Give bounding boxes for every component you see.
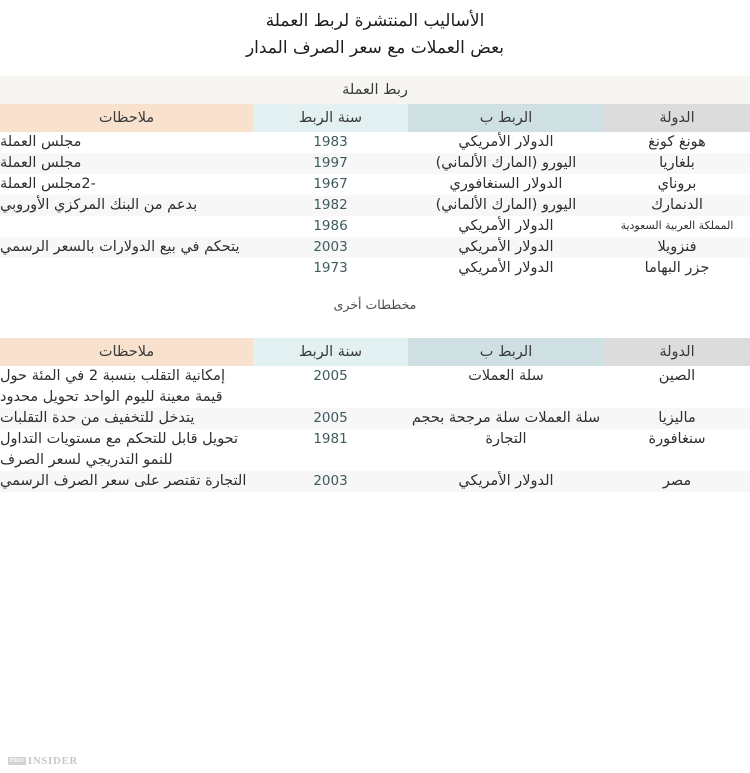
cell-pegged-to: اليورو (المارك الألماني) bbox=[408, 153, 604, 174]
watermark-main-text: INSIDER bbox=[27, 755, 78, 767]
cell-notes bbox=[0, 258, 253, 279]
cell-pegged-to: الدولار السنغافوري bbox=[408, 174, 604, 195]
cell-pegged-to: اليورو (المارك الألماني) bbox=[408, 195, 604, 216]
cell-country: سنغافورة bbox=[604, 429, 750, 471]
table-row bbox=[0, 408, 750, 429]
cell-notes: -2مجلس العملة bbox=[0, 174, 253, 195]
column-header-notes[interactable]: ملاحظات bbox=[0, 104, 253, 132]
cell-pegged-to: التجارة bbox=[408, 429, 604, 471]
cell-peg-year: 1986 bbox=[253, 216, 408, 237]
column-header-country[interactable]: الدولة bbox=[604, 338, 750, 366]
cell-notes: إمكانية التقلب بنسبة 2 في المئة حول قيمة معينة لليوم الواحد تحويل محدود bbox=[0, 366, 253, 408]
cell-notes: مجلس العملة bbox=[0, 153, 253, 174]
table-row bbox=[0, 258, 750, 279]
cell-peg-year: 2003 bbox=[253, 237, 408, 258]
table-row bbox=[0, 174, 750, 195]
cell-pegged-to: الدولار الأمريكي bbox=[408, 237, 604, 258]
cell-country: بلغاريا bbox=[604, 153, 750, 174]
cell-notes: التجارة تقتصر على سعر الصرف الرسمي bbox=[0, 471, 253, 492]
page-title-block bbox=[0, 0, 750, 62]
table-band-label: ربط العملة bbox=[0, 76, 750, 104]
table-row bbox=[0, 153, 750, 174]
table-row bbox=[0, 429, 750, 471]
cell-notes: يتدخل للتخفيف من حدة التقلبات bbox=[0, 408, 253, 429]
cell-country: مصر bbox=[604, 471, 750, 492]
cell-notes: بدعم من البنك المركزي الأوروبي bbox=[0, 195, 253, 216]
cell-country: ماليزيا bbox=[604, 408, 750, 429]
cell-notes: مجلس العملة bbox=[0, 132, 253, 153]
cell-peg-year: 2005 bbox=[253, 366, 408, 408]
table-row bbox=[0, 132, 750, 153]
page-subtitle: بعض العملات مع سعر الصرف المدار bbox=[245, 38, 505, 58]
column-header-pegged-to[interactable]: الربط ب bbox=[408, 338, 604, 366]
section-caption: مخططات أخرى bbox=[333, 297, 417, 312]
cell-peg-year: 2005 bbox=[253, 408, 408, 429]
column-header-country[interactable]: الدولة bbox=[604, 104, 750, 132]
table-header-row bbox=[0, 104, 750, 132]
cell-country: الدنمارك bbox=[604, 195, 750, 216]
cell-notes: يتحكم في بيع الدولارات بالسعر الرسمي bbox=[0, 237, 253, 258]
watermark-logo bbox=[8, 755, 78, 767]
column-header-pegged-to[interactable]: الربط ب bbox=[408, 104, 604, 132]
cell-peg-year: 1981 bbox=[253, 429, 408, 471]
cell-peg-year: 1982 bbox=[253, 195, 408, 216]
table-band-row bbox=[0, 76, 750, 104]
cell-country: جزر البهاما bbox=[604, 258, 750, 279]
table-row bbox=[0, 216, 750, 237]
column-header-notes[interactable]: ملاحظات bbox=[0, 338, 253, 366]
cell-country: هونغ كونغ bbox=[604, 132, 750, 153]
cell-peg-year: 2003 bbox=[253, 471, 408, 492]
cell-pegged-to: الدولار الأمريكي bbox=[408, 471, 604, 492]
cell-pegged-to: سلة العملات سلة مرجحة بحجم bbox=[408, 408, 604, 429]
column-header-peg-year[interactable]: سنة الربط bbox=[253, 338, 408, 366]
table-row bbox=[0, 366, 750, 408]
cell-pegged-to: سلة العملات bbox=[408, 366, 604, 408]
watermark-sub-text: PRO bbox=[10, 758, 24, 764]
cell-country: الصين bbox=[604, 366, 750, 408]
cell-peg-year: 1973 bbox=[253, 258, 408, 279]
column-header-peg-year[interactable]: سنة الربط bbox=[253, 104, 408, 132]
cell-notes: تحويل قابل للتحكم مع مستويات التداول للنمو التدريجي لسعر الصرف bbox=[0, 429, 253, 471]
cell-pegged-to: الدولار الأمريكي bbox=[408, 258, 604, 279]
cell-country: المملكة العربية السعودية bbox=[604, 216, 750, 237]
page-title: الأساليب المنتشرة لربط العملة bbox=[265, 11, 485, 31]
cell-country: فنزويلا bbox=[604, 237, 750, 258]
cell-country: بروناي bbox=[604, 174, 750, 195]
table-row bbox=[0, 237, 750, 258]
cell-pegged-to: الدولار الأمريكي bbox=[408, 216, 604, 237]
table-row bbox=[0, 195, 750, 216]
managed-float-table bbox=[0, 338, 750, 492]
cell-peg-year: 1967 bbox=[253, 174, 408, 195]
cell-notes bbox=[0, 216, 253, 237]
table-header-row bbox=[0, 338, 750, 366]
cell-pegged-to: الدولار الأمريكي bbox=[408, 132, 604, 153]
table-row bbox=[0, 471, 750, 492]
currency-peg-table bbox=[0, 76, 750, 279]
cell-peg-year: 1983 bbox=[253, 132, 408, 153]
cell-peg-year: 1997 bbox=[253, 153, 408, 174]
